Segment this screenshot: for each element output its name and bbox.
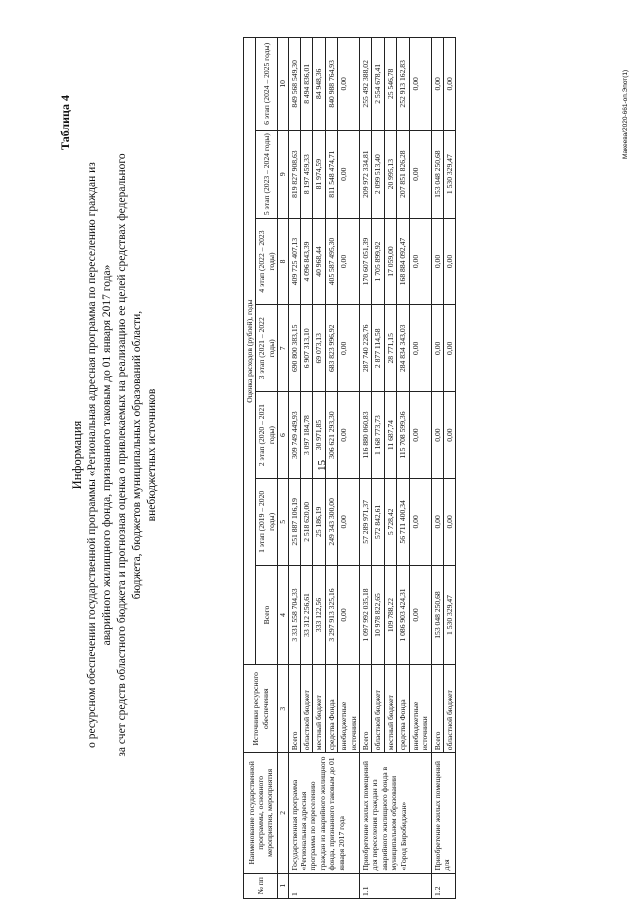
amount-stage: 0,00	[443, 38, 455, 131]
amount-stage: 0,00	[409, 218, 431, 305]
column-number: 7	[278, 305, 288, 392]
column-number: 2	[278, 753, 288, 873]
funding-source: областной бюджет	[301, 665, 313, 753]
amount-stage: 252 913 162,83	[397, 38, 409, 131]
column-number: 5	[278, 478, 288, 565]
amount-stage: 28 771,15	[384, 305, 396, 392]
page-number: 15	[316, 460, 328, 471]
amount-stage: 819 827 908,63	[288, 130, 300, 218]
amount-total: 0,00	[338, 565, 360, 665]
amount-stage: 572 842,61	[372, 478, 384, 565]
amount-stage: 6 907 313,10	[301, 305, 313, 392]
amount-stage: 287 740 228,76	[360, 305, 372, 392]
amount-total: 153 048 250,68	[431, 565, 443, 665]
column-number: 6	[278, 392, 288, 479]
heading-line: внебюджетных источников	[146, 388, 158, 522]
funding-source: Всего	[431, 665, 443, 753]
header-stage: 1 этап (2019 – 2020 годы)	[256, 478, 278, 565]
amount-stage: 20 995,13	[384, 130, 396, 218]
amount-stage: 251 887 106,19	[288, 478, 300, 565]
amount-stage: 0,00	[338, 305, 360, 392]
row-number: 1	[288, 873, 359, 898]
row-number: 1.2	[431, 873, 456, 898]
funding-source: Всего	[288, 665, 300, 753]
amount-stage: 0,00	[443, 305, 455, 392]
amount-total: 109 788,22	[384, 565, 396, 665]
amount-stage: 8 494 836,01	[301, 38, 313, 131]
amount-stage: 840 988 764,93	[325, 38, 337, 131]
header-group: Оценка расходов (рублей), годы	[244, 38, 256, 665]
amount-stage: 0,00	[338, 130, 360, 218]
amount-stage: 306 621 293,30	[325, 392, 337, 479]
amount-total: 33 312 256,61	[301, 565, 313, 665]
amount-stage: 0,00	[443, 218, 455, 305]
column-number: 4	[278, 565, 288, 665]
header-row	[244, 38, 256, 899]
funding-source: областной бюджет	[443, 665, 455, 753]
amount-stage: 170 607 051,39	[360, 218, 372, 305]
amount-stage: 2 518 620,00	[301, 478, 313, 565]
amount-stage: 309 749 449,93	[288, 392, 300, 479]
amount-stage: 683 823 996,92	[325, 305, 337, 392]
amount-stage: 168 884 092,47	[397, 218, 409, 305]
amount-stage: 0,00	[431, 305, 443, 392]
column-number: 8	[278, 218, 288, 305]
amount-stage: 0,00	[338, 392, 360, 479]
amount-stage: 57 289 971,37	[360, 478, 372, 565]
header-num: № пп	[244, 873, 278, 898]
amount-stage: 255 492 388,02	[360, 38, 372, 131]
column-number: 9	[278, 130, 288, 218]
amount-stage: 11 687,74	[384, 392, 396, 479]
amount-stage: 25 186,19	[313, 478, 325, 565]
amount-stage: 0,00	[338, 218, 360, 305]
amount-total: 1 086 903 424,31	[397, 565, 409, 665]
heading-line: аварийного жилищного фонда, признанного таковым до 01 января 2017 года»	[101, 264, 113, 646]
amount-stage: 0,00	[338, 478, 360, 565]
heading-line: о ресурсном обеспечении государственной программы «Региональная адресная программа по переселению граждан из	[86, 162, 98, 748]
amount-stage: 0,00	[431, 218, 443, 305]
amount-total: 3 331 558 704,33	[288, 565, 300, 665]
header-stage: 2 этап (2020 – 2021 годы)	[256, 392, 278, 479]
resource-table	[243, 37, 456, 899]
heading-title: Информация	[70, 420, 84, 490]
amount-stage: 115 708 599,36	[397, 392, 409, 479]
header-stage: 5 этап (2023 – 2024 годы)	[256, 130, 278, 218]
amount-stage: 1 168 773,73	[372, 392, 384, 479]
amount-stage: 4 096 843,39	[301, 218, 313, 305]
amount-stage: 2 554 678,41	[372, 38, 384, 131]
amount-stage: 17 059,00	[384, 218, 396, 305]
column-number: 1	[278, 873, 288, 898]
amount-total: 1 097 992 035,18	[360, 565, 372, 665]
funding-source: средства Фонда	[325, 665, 337, 753]
amount-stage: 2 877 114,58	[372, 305, 384, 392]
funding-source: местный бюджет	[313, 665, 325, 753]
amount-stage: 0,00	[409, 392, 431, 479]
amount-stage: 1 530 329,47	[443, 130, 455, 218]
amount-stage: 56 711 400,34	[397, 478, 409, 565]
column-number: 10	[278, 38, 288, 131]
amount-stage: 84 948,36	[313, 38, 325, 131]
header-source: Источники ресурсного обеспечения	[244, 665, 278, 753]
header-stage: 6 этап (2024 – 2025 годы)	[256, 38, 278, 131]
amount-stage: 0,00	[409, 130, 431, 218]
amount-stage: 25 546,78	[384, 38, 396, 131]
header-stage: 3 этап (2021 – 2022 годы)	[256, 305, 278, 392]
amount-stage: 0,00	[409, 305, 431, 392]
table-label: Таблица 4	[58, 95, 72, 150]
amount-stage: 811 548 474,71	[325, 130, 337, 218]
amount-total: 10 978 822,65	[372, 565, 384, 665]
table-row	[288, 38, 300, 899]
amount-stage: 40 968,44	[313, 218, 325, 305]
amount-total: 0,00	[409, 565, 431, 665]
funding-source: Всего	[360, 665, 372, 753]
amount-stage: 284 834 343,03	[397, 305, 409, 392]
funding-source: средства Фонда	[397, 665, 409, 753]
funding-source: областной бюджет	[372, 665, 384, 753]
amount-stage: 1 705 899,92	[372, 218, 384, 305]
amount-stage: 153 048 250,68	[431, 130, 443, 218]
amount-stage: 209 972 334,81	[360, 130, 372, 218]
amount-stage: 0,00	[431, 38, 443, 131]
document-heading	[70, 105, 160, 805]
amount-stage: 249 343 300,00	[325, 478, 337, 565]
amount-stage: 3 097 184,78	[301, 392, 313, 479]
heading-line: за счет средств областного бюджета и прогнозная оценка о привлекаемых на реализацию ее целей средствах федерального	[116, 153, 128, 757]
activity-name: Приобретение жилых помещений для переселения граждан из аварийного жилищного фонда в муниципальном образовании «Город Биробиджан»	[360, 753, 431, 873]
heading-line: бюджета, бюджетов муниципальных образований области,	[131, 310, 143, 600]
funding-source: внебюджетные источники	[409, 665, 431, 753]
amount-total: 3 297 913 325,16	[325, 565, 337, 665]
column-numbers-row	[278, 38, 288, 899]
amount-total: 333 122,56	[313, 565, 325, 665]
row-number: 1.1	[360, 873, 431, 898]
header-name: Наименование государственной программы, основного мероприятия, мероприятия	[244, 753, 278, 873]
table-row	[431, 38, 443, 899]
amount-stage: 0,00	[443, 392, 455, 479]
activity-name: Приобретение жилых помещений для	[431, 753, 456, 873]
amount-total: 1 530 329,47	[443, 565, 455, 665]
amount-stage: 81 974,59	[313, 130, 325, 218]
amount-stage: 849 568 549,30	[288, 38, 300, 131]
activity-name: Государственная программа «Региональная адресная программа по переселению граждан из аварийного жилищного фонда, признанного таковым до 01 января 2017 года	[288, 753, 359, 873]
amount-stage: 8 197 459,33	[301, 130, 313, 218]
amount-stage: 0,00	[409, 38, 431, 131]
amount-stage: 2 099 513,40	[372, 130, 384, 218]
amount-stage: 207 851 826,28	[397, 130, 409, 218]
amount-stage: 116 880 060,83	[360, 392, 372, 479]
table-row	[360, 38, 372, 899]
amount-stage: 0,00	[431, 392, 443, 479]
funding-source: местный бюджет	[384, 665, 396, 753]
funding-source: внебюджетные источники	[338, 665, 360, 753]
amount-stage: 0,00	[431, 478, 443, 565]
header-total: Всего	[256, 565, 278, 665]
column-number: 3	[278, 665, 288, 753]
amount-stage: 69 073,13	[313, 305, 325, 392]
amount-stage: 409 725 407,13	[288, 218, 300, 305]
amount-stage: 0,00	[409, 478, 431, 565]
amount-stage: 30 971,85	[313, 392, 325, 479]
amount-stage: 0,00	[443, 478, 455, 565]
amount-stage: 690 800 383,15	[288, 305, 300, 392]
amount-stage: 405 587 495,30	[325, 218, 337, 305]
footer-code: Макеева/2020-661-оп.Эпот(1)	[622, 69, 629, 159]
amount-stage: 0,00	[338, 38, 360, 131]
amount-stage: 5 728,42	[384, 478, 396, 565]
header-stage: 4 этап (2022 – 2023 годы)	[256, 218, 278, 305]
